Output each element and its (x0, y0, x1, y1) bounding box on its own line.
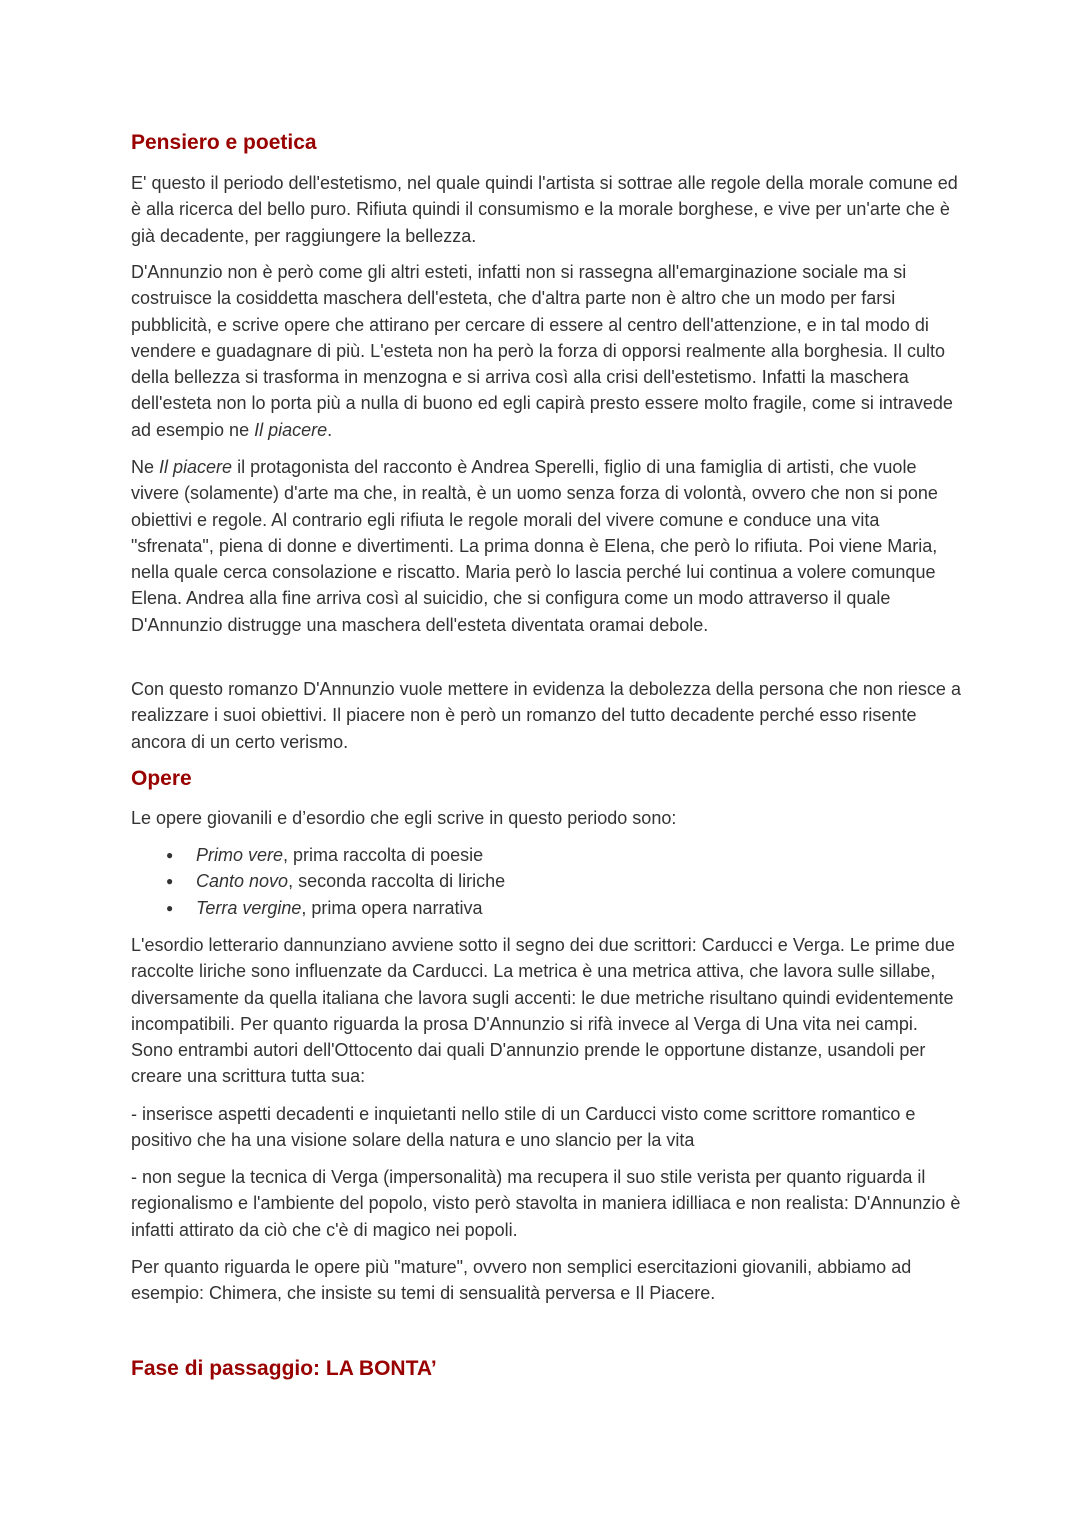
book-title-italic: Il piacere (254, 419, 328, 440)
text: il protagonista del racconto è Andrea Sperelli, figlio di una famiglia di artisti, che vuole vivere (solamente) d'arte ma che, in realtà, è un uomo senza forza di volontà, ovvero che non si pone obiettivi e regole. Al contrario egli rifiuta le regole morali del vivere comune e conduce una vita "sfrenata", piena di donne e divertimenti. La prima donna è Elena, che però lo rifiuta. Poi viene Maria, nella quale cerca consolazione e riscatto. Maria però lo lascia perché lui continua a volere comunque Elena. Andrea alla fine arriva così al suicidio, che si configura come un modo attraverso il quale D'Annunzio distrugge una maschera dell'esteta diventata oramai debole. (131, 457, 938, 635)
work-desc: , prima raccolta di poesie (283, 845, 484, 865)
work-desc: , seconda raccolta di liriche (288, 871, 506, 892)
text: . (327, 419, 333, 440)
work-title: Primo vere (196, 845, 284, 865)
heading-opere: Opere (131, 767, 192, 790)
list-item (131, 868, 505, 894)
paragraph-estetismo: E' questo il periodo dell'estetismo, nel quale quindi l'artista si sottrae alle regole della morale comune ed è alla ricerca del bello puro. Rifiuta quindi il consumismo e la morale borghese, e vive per un'arte che è già decadente, per raggiungere la bellezza. (131, 173, 958, 246)
book-title-italic: Il piacere (159, 457, 233, 477)
list-item (131, 895, 505, 921)
works-list (131, 842, 505, 921)
heading-fase-di-passaggio: Fase di passaggio: LA BONTA’ (131, 1357, 437, 1380)
work-desc: , prima opera narrativa (301, 897, 483, 918)
paragraph-opere-intro: Le opere giovanili e d’esordio che egli scrive in questo periodo sono: (131, 808, 677, 828)
paragraph-maschera-esteta (131, 259, 961, 443)
text: D'Annunzio non è però come gli altri esteti, infatti non si rassegna all'emarginazione sociale ma si costruisce la cosiddetta maschera dell'esteta, che d'altra parte non è altro che un modo per farsi pubblicità, e scrive opere che attirano per cercare di essere al centro dell'attenzione, e in tal modo di vendere e guadagnare di più. L'esteta non ha però la forza di opporsi realmente alla borghesia. Il culto della bellezza si trasforma in menzogna e si arriva così alla crisi dell'estetismo. Infatti la maschera dell'esteta non lo porta più a nulla di buono ed egli capirà presto essere molto fragile, come si intravede ad esempio ne (131, 262, 953, 440)
list-item (131, 842, 505, 868)
paragraph-carducci: - inserisce aspetti decadenti e inquietanti nello stile di un Carducci visto come scrittore romantico e positivo che ha una visione solare della natura e uno slancio per la vita (131, 1104, 916, 1151)
paragraph-esordio: L'esordio letterario dannunziano avviene sotto il segno dei due scrittori: Carducci e Verga. Le prime due raccolte liriche sono influenzate da Carducci. La metrica è una metrica attiva, che lavora sulle sillabe, diversamente da quella italiana che lavora sugli accenti: le due metriche risultano quindi evidentemente incompatibili. Per quanto riguarda la prosa D'Annunzio si rifà invece al Verga di Una vita nei campi. Sono entrambi autori dell'Ottocento dai quali D'annunzio prende le opportune distanze, usandoli per creare una scrittura tutta sua: (131, 935, 955, 1087)
work-title: Terra vergine (196, 897, 302, 918)
paragraph-romanzo: Con questo romanzo D'Annunzio vuole mettere in evidenza la debolezza della persona che non riesce a realizzare i suoi obiettivi. Il piacere non è però un romanzo del tutto decadente perché esso risente ancora di un certo verismo. (131, 679, 961, 752)
paragraph-verga: - non segue la tecnica di Verga (impersonalità) ma recupera il suo stile verista per quanto riguarda il regionalismo e l'ambiente del popolo, visto però stavolta in maniera idilliaca e non realista: D'Annunzio è infatti attirato da ciò che c'è di magico nei popoli. (131, 1167, 961, 1240)
text: Ne (131, 457, 160, 477)
work-title: Canto novo (196, 871, 289, 892)
paragraph-il-piacere (131, 454, 961, 638)
paragraph-opere-mature: Per quanto riguarda le opere più "mature", ovvero non semplici esercitazioni giovanili, abbiamo ad esempio: Chimera, che insiste su temi di sensualità perversa e Il Piacere. (131, 1257, 912, 1304)
heading-pensiero-e-poetica: Pensiero e poetica (131, 131, 317, 154)
